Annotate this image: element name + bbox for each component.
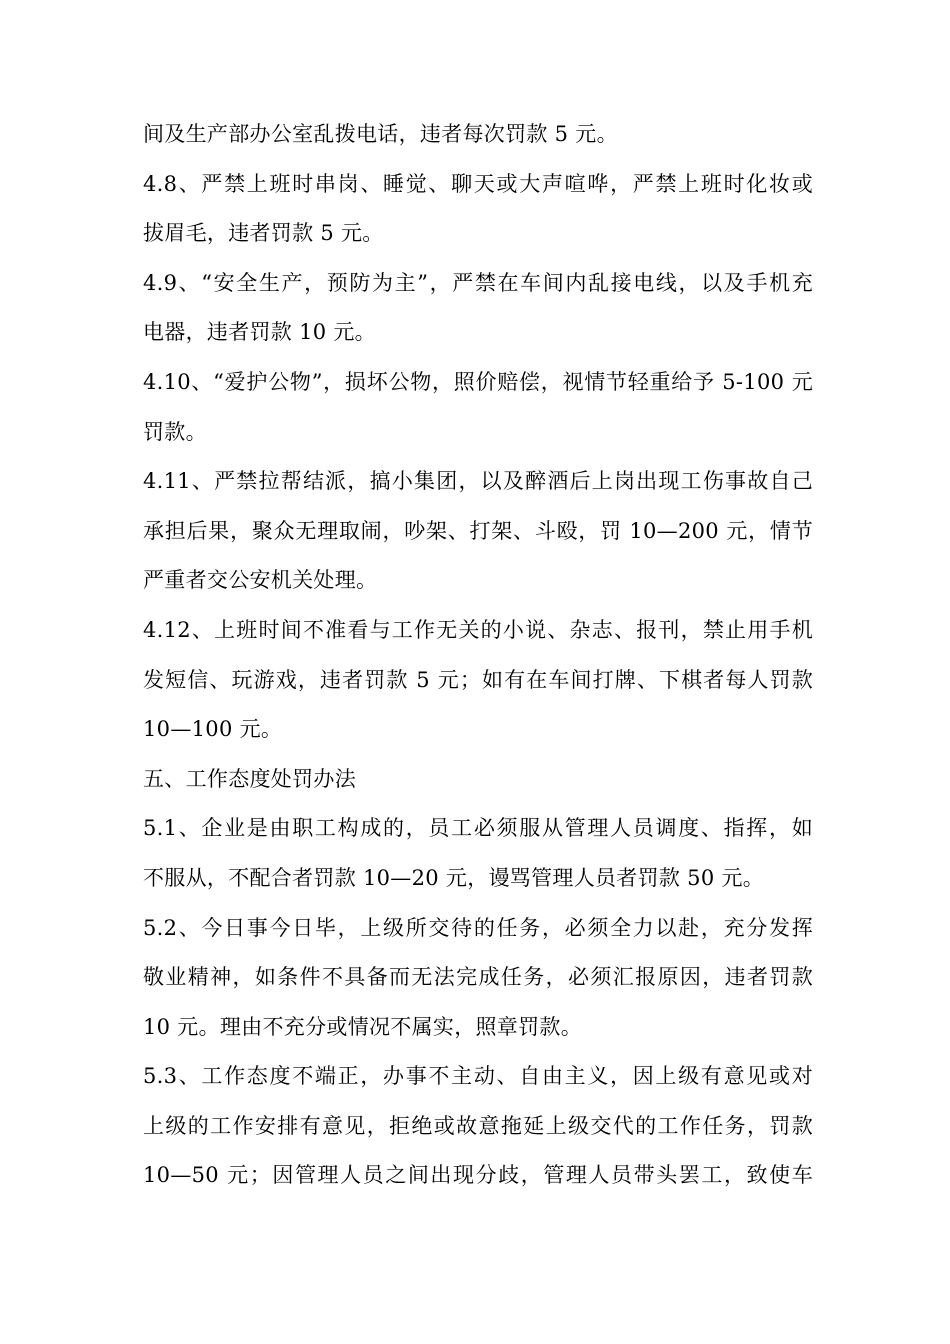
text-line: 10 元。理由不充分或情况不属实，照章罚款。 (143, 1014, 582, 1039)
text-line: 上级的工作安排有意见，拒绝或故意拖延上级交代的工作任务，罚款 (143, 1113, 813, 1138)
text-line: 4.10、“爱护公物”，损坏公物，照价赔偿，视情节轻重给予 5-100 元 (143, 369, 813, 394)
text-line: 间及生产部办公室乱拨电话，违者每次罚款 5 元。 (143, 122, 618, 146)
text-line: 敬业精神，如条件不具备而无法完成任务，必须汇报原因，违者罚款 (143, 965, 813, 990)
text-line: 拔眉毛，违者罚款 5 元。 (143, 221, 384, 246)
text-line: 电器，违者罚款 10 元。 (143, 320, 376, 345)
text-line: 5.1、企业是由职工构成的，员工必须服从管理人员调度、指挥，如 (143, 816, 813, 841)
text-line: 不服从，不配合者罚款 10—20 元，谩骂管理人员者罚款 50 元。 (143, 865, 765, 890)
document-body (143, 110, 813, 1201)
text-line: 5.3、工作态度不端正，办事不主动、自由主义，因上级有意见或对 (143, 1064, 813, 1089)
text-line: 5.2、今日事今日毕，上级所交待的任务，必须全力以赴，充分发挥 (143, 915, 813, 940)
text-line: 10—50 元；因管理人员之间出现分歧，管理人员带头罢工，致使车 (143, 1163, 813, 1188)
text-line: 10—100 元。 (143, 717, 283, 742)
text-line: 4.11、严禁拉帮结派，搞小集团，以及醉酒后上岗出现工伤事故自己 (143, 469, 813, 494)
text-line: 4.9、“安全生产，预防为主”，严禁在车间内乱接电线，以及手机充 (143, 270, 813, 295)
text-line: 罚款。 (143, 419, 207, 444)
text-line: 严重者交公安机关处理。 (143, 568, 378, 593)
text-line: 4.8、严禁上班时串岗、睡觉、聊天或大声喧哗，严禁上班时化妆或 (143, 171, 813, 196)
text-line: 五、工作态度处罚办法 (143, 766, 356, 791)
text-line: 4.12、上班时间不准看与工作无关的小说、杂志、报刊，禁止用手机 (143, 617, 813, 642)
text-line: 发短信、玩游戏，违者罚款 5 元；如有在车间打牌、下棋者每人罚款 (143, 667, 813, 692)
text-line: 承担后果，聚众无理取闹，吵架、打架、斗殴，罚 10—200 元，情节 (143, 518, 813, 543)
